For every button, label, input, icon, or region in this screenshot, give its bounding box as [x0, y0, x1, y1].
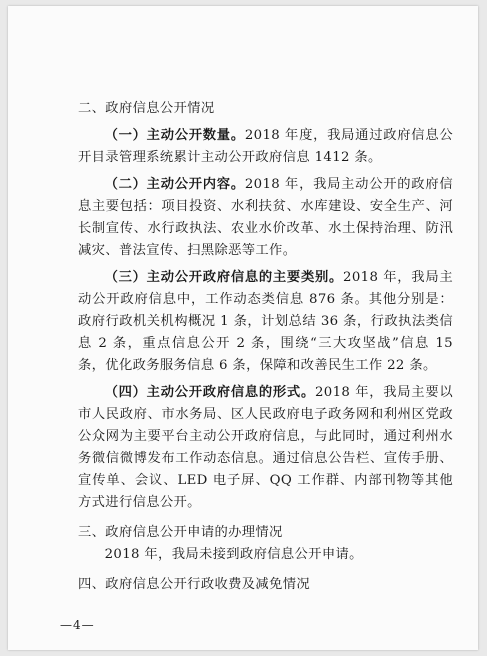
paragraph-1-lead: （一）主动公开数量。 [104, 128, 245, 143]
section-3-body: 2018 年，我局未接到政府信息公开申请。 [104, 547, 363, 562]
section-4-heading: 四、政府信息公开行政收费及减免情况 [78, 577, 310, 592]
paragraph-2-body: 2018 年，我局主动公开的政府信息主要包括：项目投资、水利扶贫、水库建设、安全生产、河长制宣传、水行政执法、农业水价改革、水土保持治理、防汛减灾、普法宣传、扫黑除恶等工作。 [78, 177, 453, 258]
page-number: —4— [60, 618, 95, 632]
paragraph-4-body: 2018 年，我局主要以市人民政府、市水务局、区人民政府电子政务网和利州区党政公众网为主要平台主动公开政府信息，与此同时，通过利州水务微信微博发布工作动态信息。通过信息公告栏、宣传手册、宣传单、会议、LED 电子屏、QQ 工作群、内部刊物等其他方式进行信息公开。 [78, 385, 453, 510]
paragraph-3 [78, 267, 453, 377]
document-body [78, 98, 453, 596]
paragraph-4-lead: （四）主动公开政府信息的形式。 [104, 385, 315, 400]
paragraph-4 [78, 382, 453, 514]
paragraph-3-lead: （三）主动公开政府信息的主要类别。 [104, 270, 344, 285]
section-3-heading: 三、政府信息公开申请的办理情况 [78, 525, 283, 540]
paragraph-2 [78, 174, 453, 262]
paragraph-1 [78, 125, 453, 169]
document-page [8, 6, 478, 650]
paragraph-1-body: 2018 年度，我局通过政府信息公开目录管理系统累计主动公开政府信息 1412 条。 [78, 128, 453, 165]
paragraph-3-body: 2018 年，我局主动公开政府信息中，工作动态类信息 876 条。其他分别是：政府行政机关机构概况 1 条，计划总结 36 条，行政执法类信息 2 条，重点信息公开 2 条，围绕“三大攻坚战”信息 15 条，优化政务服务信息 6 条，保障和改善民生工作 22 条。 [78, 270, 453, 373]
section-2-heading: 二、政府信息公开情况 [78, 101, 215, 116]
paragraph-2-lead: （二）主动公开内容。 [104, 177, 245, 192]
